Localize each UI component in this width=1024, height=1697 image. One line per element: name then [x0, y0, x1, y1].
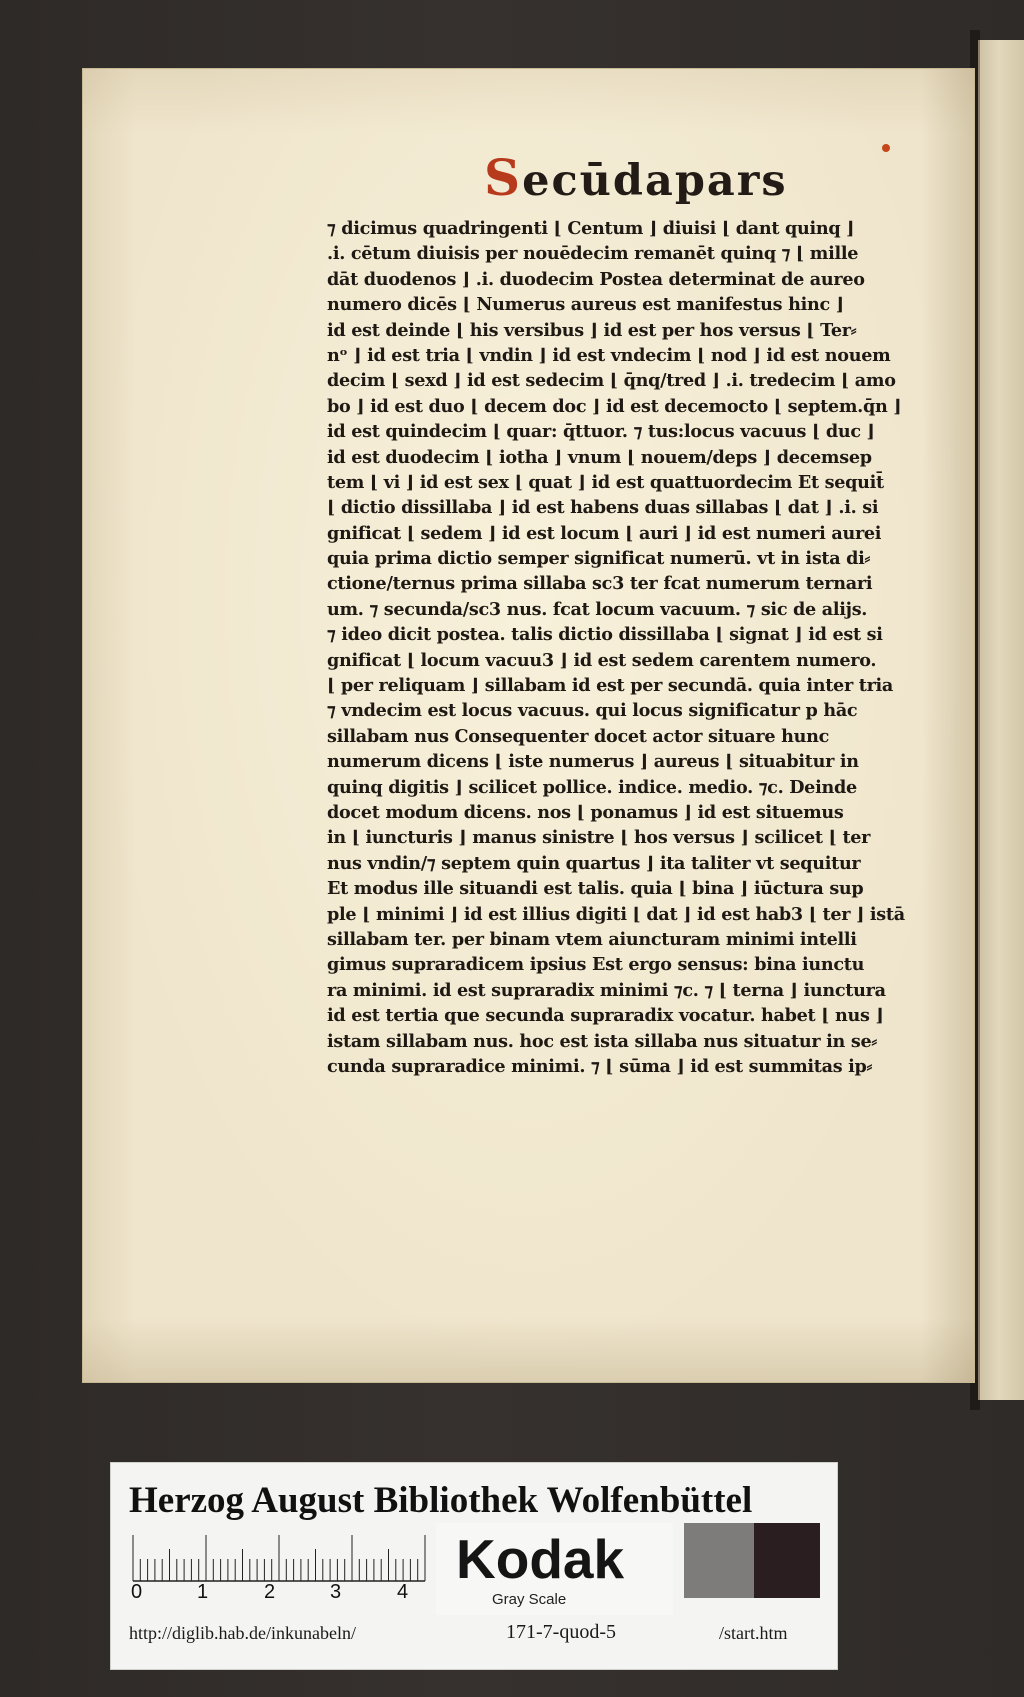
- heading-rest: ecūdapars: [522, 156, 788, 206]
- text-line: ⌊ dictio dissillaba ⌋ id est habens duas sillabas ⌊ dat ⌋ .i. si: [327, 497, 879, 519]
- text-line: Et modus ille situandi est talis. quia ⌊ bina ⌋ iūctura sup: [327, 878, 864, 900]
- text-line: cunda supraradice minimi. ⁊ ⌊ sūma ⌋ id est summitas ip⸗: [327, 1055, 873, 1077]
- text-line: id est duodecim ⌊ iotha ⌋ vnum ⌊ nouem/deps ⌋ decemsep: [327, 446, 872, 468]
- measuring-ruler: [131, 1533, 427, 1583]
- text-line: ⁊ ideo dicit postea. talis dictio dissillaba ⌊ signat ⌋ id est si: [327, 624, 883, 646]
- text-line: dāt duodenos ⌋ .i. duodecim Postea determinat de aureo: [327, 268, 865, 290]
- text-line: ⁊ vndecim est locus vacuus. qui locus significatur p hāc: [327, 700, 858, 722]
- text-line: decim ⌊ sexd ⌋ id est sedecim ⌊ q̄nq/tred ⌋ .i. tredecim ⌊ amo: [327, 370, 896, 392]
- commentary-text-block: [327, 216, 912, 1079]
- digital-library-url: http://diglib.hab.de/inkunabeln/: [129, 1623, 356, 1643]
- library-name: Herzog August Bibliothek Wolfenbüttel: [129, 1480, 753, 1521]
- scale-number: 4: [397, 1581, 409, 1603]
- ruler-scale: [131, 1581, 427, 1607]
- text-line: gnificat ⌊ sedem ⌋ id est locum ⌊ auri ⌋ id est numeri aurei: [327, 522, 882, 544]
- gray-scale-label: Gray Scale: [492, 1591, 567, 1608]
- gray-patch-mid: [684, 1523, 754, 1598]
- page-heading: [484, 148, 788, 208]
- text-line: ⁊ dicimus quadringenti ⌊ Centum ⌋ diuisi ⌊ dant quinq ⌋: [327, 218, 855, 239]
- text-line: quia prima dictio semper significat numerū. vt in ista di⸗: [327, 548, 871, 570]
- text-line: quinq digitis ⌋ scilicet pollice. indice. medio. ⁊c. Deinde: [327, 776, 857, 798]
- text-line: sillabam ter. per binam vtem aiuncturam minimi intelli: [327, 928, 857, 950]
- text-line: istam sillabam nus. hoc est ista sillaba nus situatur in se⸗: [327, 1030, 877, 1052]
- scale-number: 0: [131, 1581, 143, 1603]
- color-reference-card: [110, 1462, 838, 1670]
- text-line: ⌊ per reliquam ⌋ sillabam id est per secundā. quia inter tria: [327, 675, 894, 697]
- start-page-url: /start.htm: [719, 1623, 788, 1643]
- kodak-logo-box: [436, 1523, 673, 1615]
- scale-number: 1: [197, 1581, 209, 1603]
- text-line: bo ⌋ id est duo ⌊ decem doc ⌋ id est decemocto ⌊ septem.q̄n ⌋: [327, 395, 902, 417]
- text-line: ple ⌊ minimi ⌋ id est illius digiti ⌊ dat ⌋ id est hab3 ⌊ ter ⌋ istā: [327, 903, 905, 925]
- gray-patch-dark: [754, 1523, 820, 1598]
- text-line: numerum dicens ⌊ iste numerus ⌋ aureus ⌊ situabitur in: [327, 751, 859, 773]
- text-line: in ⌊ iuncturis ⌋ manus sinistre ⌊ hos versus ⌋ scilicet ⌊ ter: [327, 827, 871, 849]
- scale-number: 3: [330, 1581, 342, 1603]
- text-line: gnificat ⌊ locum vacuu3 ⌋ id est sedem carentem numero.: [327, 649, 877, 671]
- red-ink-mark: [882, 144, 890, 152]
- text-line: nᵒ ⌋ id est tria ⌊ vndin ⌋ id est vndecim ⌊ nod ⌋ id est nouem: [327, 344, 891, 366]
- text-line: ctione/ternus prima sillaba sc3 ter fcat numerum ternari: [327, 573, 873, 595]
- facing-page-edge: [978, 40, 1024, 1400]
- text-line: id est tertia que secunda supraradix vocatur. habet ⌊ nus ⌋: [327, 1005, 884, 1027]
- text-line: numero dicēs ⌊ Numerus aureus est manifestus hinc ⌋: [327, 294, 844, 316]
- text-line: ra minimi. id est supraradix minimi ⁊c. ⁊ ⌊ terna ⌋ iunctura: [327, 979, 886, 1001]
- scale-number: 2: [264, 1581, 276, 1603]
- shelfmark: 171-7-quod-5: [506, 1621, 616, 1643]
- text-line: .i. cētum diuisis per nouēdecim remanēt quinq ⁊ ⌊ mille: [327, 243, 859, 265]
- text-line: sillabam nus Consequenter docet actor situare hunc: [327, 725, 829, 747]
- text-line: docet modum dicens. nos ⌊ ponamus ⌋ id est situemus: [327, 801, 844, 823]
- text-line: um. ⁊ secunda/sc3 nus. fcat locum vacuum. ⁊ sic de alijs.: [327, 598, 868, 620]
- text-line: id est quindecim ⌊ quar: q̄ttuor. ⁊ tus:locus vacuus ⌊ duc ⌋: [327, 421, 875, 443]
- kodak-logo: Kodak: [456, 1528, 625, 1590]
- heading-initial: S: [484, 148, 523, 207]
- text-line: id est deinde ⌊ his versibus ⌋ id est per hos versus ⌊ Ter⸗: [327, 319, 857, 341]
- text-line: tem ⌊ vi ⌋ id est sex ⌊ quat ⌋ id est quattuordecim Et sequit̄: [327, 471, 884, 493]
- text-line: nus vndin/⁊ septem quin quartus ⌋ ita taliter vt sequitur: [327, 852, 861, 874]
- text-line: gimus supraradicem ipsius Est ergo sensus: bina iunctu: [327, 954, 865, 976]
